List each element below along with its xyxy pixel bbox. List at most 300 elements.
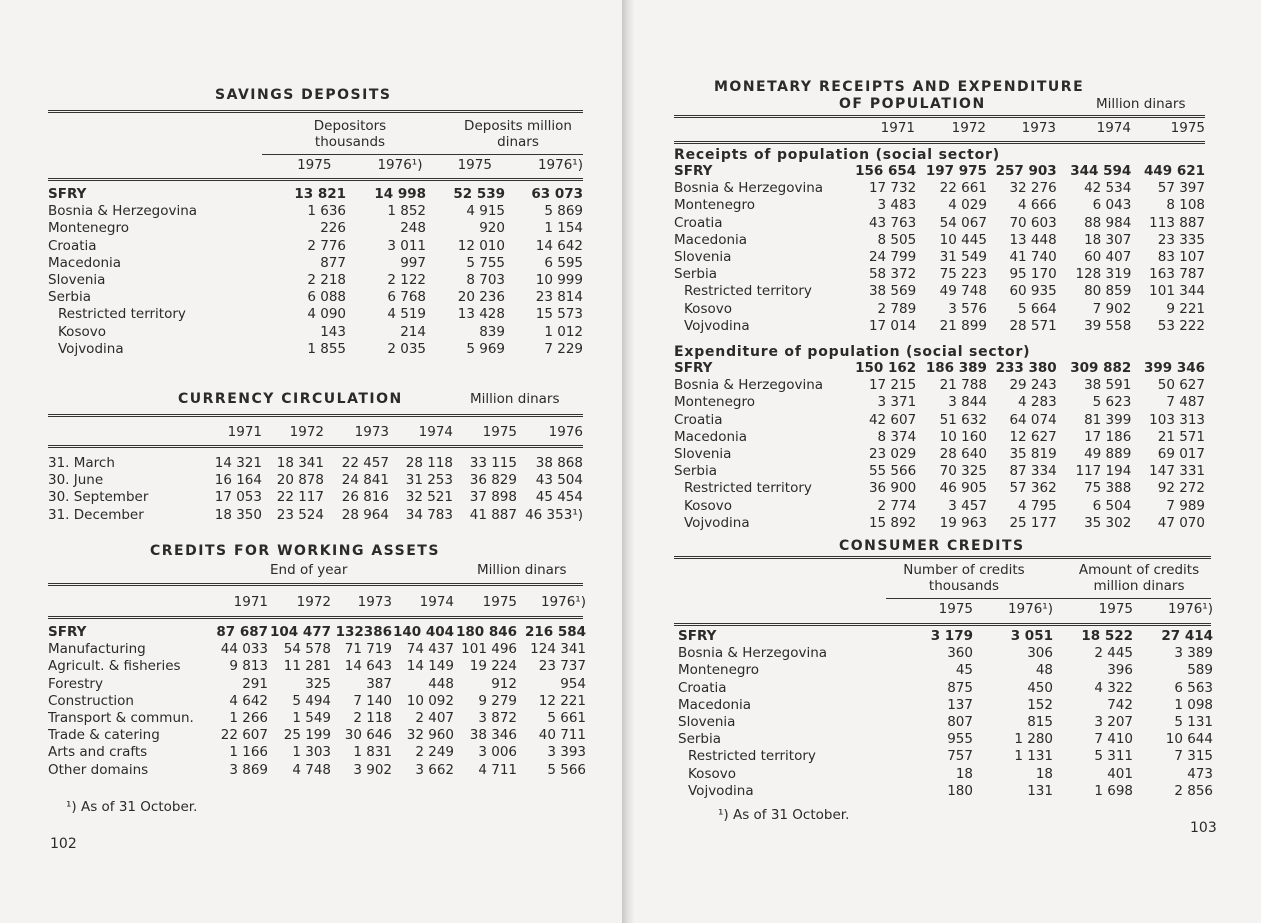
- cell-value: 8 505: [877, 231, 917, 248]
- cell-value: 28 640: [939, 446, 987, 463]
- cell-value: 143: [320, 323, 346, 340]
- credits-unit: Million dinars: [477, 562, 567, 578]
- cell-value: 14 321: [214, 455, 262, 471]
- table-row: [674, 377, 1205, 394]
- table-row: [48, 455, 583, 472]
- cell-value: 34 783: [405, 506, 453, 523]
- cell-value: 2 774: [877, 497, 917, 514]
- cell-value: 877: [320, 254, 346, 271]
- cell-value: 3 662: [415, 761, 454, 778]
- row-label: Restricted territory: [684, 283, 812, 300]
- cell-value: 742: [1107, 696, 1133, 713]
- cell-value: 186 389: [925, 360, 987, 376]
- table-row: [48, 676, 586, 693]
- cell-value: 757: [947, 748, 973, 765]
- row-label: Transport & commun.: [48, 710, 194, 727]
- row-label: 31. December: [48, 506, 144, 523]
- cell-value: 5 755: [466, 254, 505, 271]
- cell-value: 2 218: [307, 272, 346, 289]
- cell-value: 33 115: [469, 455, 517, 471]
- table-row: [674, 180, 1205, 197]
- cell-value: 55 566: [868, 463, 917, 480]
- cell-value: 5 969: [466, 340, 505, 357]
- cell-value: 49 748: [939, 283, 987, 300]
- cell-value: 10 160: [939, 428, 987, 445]
- table-row: [678, 662, 1213, 679]
- savings-year: 1975: [297, 157, 332, 173]
- credits-year: 1971: [233, 594, 268, 610]
- row-label: Kosovo: [688, 765, 736, 782]
- consumer-years-row: [886, 601, 1213, 618]
- row-label: Macedonia: [674, 428, 748, 445]
- cell-value: 3 576: [948, 300, 987, 317]
- cell-value: 180 846: [455, 624, 517, 640]
- credits-years-row: [212, 594, 586, 611]
- row-label: Montenegro: [674, 197, 756, 214]
- cell-value: 23 737: [538, 658, 586, 675]
- cell-value: 117 194: [1075, 463, 1132, 480]
- cell-value: 3 006: [478, 744, 517, 761]
- savings-year: 1976¹): [537, 157, 583, 173]
- table-row: [678, 766, 1213, 783]
- cell-value: 4 642: [229, 692, 268, 709]
- cell-value: 5 131: [1174, 714, 1213, 731]
- currency-years-row: [200, 424, 583, 441]
- row-label: Bosnia & Herzegovina: [678, 645, 828, 662]
- cell-value: 589: [1187, 662, 1213, 679]
- cell-value: 41 887: [469, 506, 517, 523]
- row-label: Serbia: [48, 289, 92, 306]
- savings-group-header-1: Depositors thousands: [313, 118, 387, 150]
- row-label: Bosnia & Herzegovina: [674, 377, 824, 394]
- cell-value: 42 607: [868, 411, 917, 428]
- cell-value: 92 272: [1157, 480, 1205, 497]
- cell-value: 3 844: [948, 394, 987, 411]
- cell-value: 87 687: [216, 624, 268, 640]
- row-label: Other domains: [48, 761, 149, 778]
- cell-value: 26 816: [341, 489, 389, 506]
- cell-value: 137: [947, 696, 973, 713]
- cell-value: 17 215: [868, 377, 917, 394]
- table-row: [674, 429, 1205, 446]
- cell-value: 473: [1187, 765, 1213, 782]
- cell-value: 45: [955, 662, 973, 679]
- row-label: Kosovo: [684, 300, 732, 317]
- cell-value: 10 644: [1165, 731, 1213, 748]
- cell-value: 132386: [335, 624, 392, 640]
- table-row: [674, 394, 1205, 411]
- cell-value: 1 012: [544, 323, 583, 340]
- row-label: Slovenia: [48, 272, 106, 289]
- cell-value: 2 118: [353, 710, 392, 727]
- cell-value: 7 229: [544, 340, 583, 357]
- monetary-year: 1974: [1096, 120, 1131, 136]
- cell-value: 10 445: [939, 231, 987, 248]
- cell-value: 214: [400, 323, 426, 340]
- cell-value: 8 374: [877, 428, 917, 445]
- monetary-unit: Million dinars: [1096, 96, 1186, 112]
- cell-value: 4 519: [387, 306, 426, 323]
- cell-value: 31 549: [939, 249, 987, 266]
- row-label: Serbia: [678, 731, 722, 748]
- currency-unit: Million dinars: [470, 391, 560, 407]
- cell-value: 6 504: [1092, 497, 1132, 514]
- row-label: Vojvodina: [58, 340, 124, 357]
- credits-year: 1975: [482, 594, 517, 610]
- cell-value: 3 869: [229, 761, 268, 778]
- row-label: Montenegro: [678, 662, 760, 679]
- row-label: Croatia: [674, 411, 723, 428]
- cell-value: 37 898: [469, 489, 517, 506]
- table-row: [48, 710, 586, 727]
- cell-value: 15 892: [868, 514, 917, 531]
- table-row: [674, 283, 1205, 300]
- receipts-heading: Receipts of population (social sector): [674, 147, 1000, 163]
- cell-value: 18 341: [276, 455, 324, 471]
- cell-value: 3 483: [877, 197, 917, 214]
- table-row: [48, 220, 583, 237]
- cell-value: 3 011: [387, 237, 426, 254]
- credits-top-rule: [48, 583, 583, 586]
- cell-value: 4 711: [478, 761, 517, 778]
- monetary-year: 1972: [951, 120, 986, 136]
- cell-value: 38 569: [868, 283, 917, 300]
- cell-value: 38 346: [469, 727, 517, 744]
- consumer-year: 1975: [938, 601, 973, 617]
- cell-value: 21 788: [939, 377, 987, 394]
- cell-value: 101 344: [1149, 283, 1205, 300]
- cell-value: 54 067: [939, 214, 987, 231]
- cell-value: 23 029: [868, 446, 917, 463]
- currency-table: [48, 455, 583, 524]
- cell-value: 38 868: [535, 455, 583, 471]
- cell-value: 80 859: [1084, 283, 1132, 300]
- cell-value: 22 117: [276, 489, 324, 506]
- cell-value: 51 632: [939, 411, 987, 428]
- cell-value: 180: [947, 782, 973, 799]
- cell-value: 25 177: [1009, 514, 1057, 531]
- table-row: [48, 641, 586, 658]
- cell-value: 87 334: [1009, 463, 1057, 480]
- currency-header-rule: [48, 445, 583, 448]
- credits-subtitle: End of year: [270, 562, 348, 578]
- table-row: [674, 318, 1205, 335]
- currency-year: 1975: [482, 424, 517, 440]
- left-page: [0, 0, 622, 923]
- cell-value: 1 698: [1094, 782, 1133, 799]
- cell-value: 52 539: [453, 186, 505, 202]
- savings-title: SAVINGS DEPOSITS: [215, 87, 392, 103]
- cell-value: 257 903: [995, 163, 1057, 179]
- cell-value: 101 496: [461, 641, 517, 658]
- consumer-year: 1975: [1098, 601, 1133, 617]
- cell-value: 75 223: [939, 266, 987, 283]
- table-row: [48, 324, 583, 341]
- cell-value: 15 573: [535, 306, 583, 323]
- savings-top-rule: [48, 110, 583, 113]
- cell-value: 3 457: [948, 497, 987, 514]
- consumer-group-header-2: Amount of credits million dinars: [1078, 562, 1200, 594]
- cell-value: 6 595: [544, 254, 583, 271]
- cell-value: 3 902: [353, 761, 392, 778]
- table-row: [674, 480, 1205, 497]
- table-row: [48, 727, 586, 744]
- cell-value: 7 902: [1092, 300, 1132, 317]
- cell-value: 5 623: [1092, 394, 1132, 411]
- cell-value: 25 199: [283, 727, 331, 744]
- currency-year: 1976: [548, 424, 583, 440]
- savings-header-rule: [48, 178, 583, 181]
- table-row: [48, 289, 583, 306]
- cell-value: 9 221: [1166, 300, 1205, 317]
- cell-value: 19 224: [469, 658, 517, 675]
- row-label: SFRY: [678, 628, 717, 644]
- cell-value: 32 521: [405, 489, 453, 506]
- table-row: [48, 186, 583, 203]
- cell-value: 7 140: [353, 692, 392, 709]
- cell-value: 22 661: [939, 180, 987, 197]
- cell-value: 32 960: [406, 727, 454, 744]
- row-label: 30. September: [48, 489, 149, 506]
- row-label: SFRY: [674, 163, 713, 179]
- cell-value: 7 487: [1166, 394, 1205, 411]
- cell-value: 81 399: [1084, 411, 1132, 428]
- cell-value: 920: [479, 220, 505, 237]
- cell-value: 156 654: [855, 163, 917, 179]
- cell-value: 32 276: [1009, 180, 1057, 197]
- cell-value: 815: [1027, 714, 1053, 731]
- cell-value: 226: [320, 220, 346, 237]
- cell-value: 12 010: [457, 237, 505, 254]
- cell-value: 4 029: [948, 197, 987, 214]
- cell-value: 2 445: [1094, 645, 1133, 662]
- cell-value: 17 014: [868, 317, 917, 334]
- cell-value: 40 711: [538, 727, 586, 744]
- cell-value: 1 266: [229, 710, 268, 727]
- cell-value: 2 249: [415, 744, 454, 761]
- row-label: Kosovo: [684, 497, 732, 514]
- table-row: [678, 714, 1213, 731]
- consumer-title: CONSUMER CREDITS: [839, 538, 1025, 554]
- page-number-left: 102: [50, 836, 77, 852]
- currency-title: CURRENCY CIRCULATION: [178, 391, 403, 407]
- cell-value: 23 814: [535, 289, 583, 306]
- row-label: Croatia: [48, 237, 97, 254]
- row-label: SFRY: [48, 624, 87, 640]
- row-label: Macedonia: [48, 254, 122, 271]
- cell-value: 140 404: [392, 624, 454, 640]
- cell-value: 4 666: [1018, 197, 1057, 214]
- cell-value: 44 033: [220, 641, 268, 658]
- cell-value: 11 281: [283, 658, 331, 675]
- cell-value: 1 831: [353, 744, 392, 761]
- credits-title: CREDITS FOR WORKING ASSETS: [150, 543, 440, 559]
- cell-value: 807: [947, 714, 973, 731]
- cell-value: 7 315: [1174, 748, 1213, 765]
- cell-value: 4 915: [466, 203, 505, 220]
- cell-value: 104 477: [269, 624, 331, 640]
- cell-value: 16 164: [214, 472, 262, 489]
- table-row: [678, 748, 1213, 765]
- cell-value: 12 627: [1009, 428, 1057, 445]
- savings-year: 1975: [457, 157, 492, 173]
- cell-value: 60 407: [1084, 249, 1132, 266]
- cell-value: 28 964: [341, 506, 389, 523]
- row-label: Restricted territory: [688, 748, 816, 765]
- row-label: Trade & catering: [48, 727, 160, 744]
- cell-value: 875: [947, 679, 973, 696]
- cell-value: 387: [366, 675, 392, 692]
- monetary-title-line2: OF POPULATION: [839, 96, 986, 112]
- savings-year: 1976¹): [377, 157, 423, 173]
- cell-value: 28 571: [1009, 317, 1057, 334]
- cell-value: 912: [491, 675, 517, 692]
- row-label: Arts and crafts: [48, 744, 148, 761]
- monetary-years-row: [856, 120, 1205, 137]
- table-row: [674, 360, 1205, 377]
- cell-value: 309 882: [1070, 360, 1132, 376]
- cell-value: 83 107: [1157, 249, 1205, 266]
- page-number-right: 103: [1190, 820, 1217, 836]
- cell-value: 197 975: [925, 163, 987, 179]
- consumer-group-header-1: Number of credits thousands: [903, 562, 1025, 594]
- book-gutter: [622, 0, 634, 923]
- cell-value: 10 999: [535, 272, 583, 289]
- cell-value: 450: [1027, 679, 1053, 696]
- table-row: [674, 163, 1205, 180]
- cell-value: 29 243: [1009, 377, 1057, 394]
- cell-value: 47 070: [1157, 514, 1205, 531]
- table-row: [674, 446, 1205, 463]
- cell-value: 46 353¹): [525, 506, 583, 523]
- cell-value: 448: [428, 675, 454, 692]
- row-label: Vojvodina: [684, 317, 750, 334]
- cell-value: 46 905: [939, 480, 987, 497]
- cell-value: 128 319: [1075, 266, 1132, 283]
- row-label: Forestry: [48, 675, 103, 692]
- cell-value: 1 166: [229, 744, 268, 761]
- consumer-sub-rule: [886, 598, 1211, 599]
- table-row: [48, 341, 583, 358]
- cell-value: 63 073: [531, 186, 583, 202]
- row-label: Restricted territory: [58, 306, 186, 323]
- table-row: [674, 266, 1205, 283]
- cell-value: 3 389: [1174, 645, 1213, 662]
- cell-value: 1 852: [387, 203, 426, 220]
- cell-value: 31 253: [405, 472, 453, 489]
- cell-value: 306: [1027, 645, 1053, 662]
- cell-value: 50 627: [1157, 377, 1205, 394]
- credits-year: 1972: [296, 594, 331, 610]
- cell-value: 3 371: [877, 394, 917, 411]
- cell-value: 35 302: [1084, 514, 1132, 531]
- cell-value: 17 186: [1084, 428, 1132, 445]
- credits-year: 1974: [419, 594, 454, 610]
- table-row: [48, 507, 583, 524]
- consumer-year: 1976¹): [1167, 601, 1213, 617]
- cell-value: 9 813: [229, 658, 268, 675]
- cell-value: 18 350: [214, 506, 262, 523]
- cell-value: 22 607: [220, 727, 268, 744]
- cell-value: 325: [305, 675, 331, 692]
- cell-value: 344 594: [1070, 163, 1132, 179]
- consumer-top-rule: [674, 556, 1211, 559]
- savings-group-header-2: Deposits million dinars: [464, 118, 572, 150]
- cell-value: 216 584: [524, 624, 586, 640]
- consumer-year: 1976¹): [1007, 601, 1053, 617]
- monetary-year: 1975: [1170, 120, 1205, 136]
- cell-value: 14 149: [406, 658, 454, 675]
- cell-value: 2 776: [307, 237, 346, 254]
- cell-value: 17 732: [868, 180, 917, 197]
- table-row: [48, 472, 583, 489]
- cell-value: 839: [479, 323, 505, 340]
- table-row: [678, 680, 1213, 697]
- cell-value: 22 457: [341, 455, 389, 471]
- cell-value: 3 872: [478, 710, 517, 727]
- table-row: [48, 238, 583, 255]
- cell-value: 3 051: [1010, 628, 1053, 644]
- cell-value: 5 494: [292, 692, 331, 709]
- cell-value: 53 222: [1157, 317, 1205, 334]
- cell-value: 21 571: [1157, 428, 1205, 445]
- table-row: [674, 498, 1205, 515]
- table-row: [678, 731, 1213, 748]
- table-row: [674, 197, 1205, 214]
- cell-value: 5 661: [547, 710, 586, 727]
- cell-value: 449 621: [1143, 163, 1205, 179]
- cell-value: 1 636: [307, 203, 346, 220]
- cell-value: 43 504: [535, 472, 583, 489]
- cell-value: 6 563: [1174, 679, 1213, 696]
- cell-value: 6 043: [1092, 197, 1132, 214]
- cell-value: 997: [400, 254, 426, 271]
- cell-value: 9 279: [478, 692, 517, 709]
- cell-value: 24 841: [341, 472, 389, 489]
- cell-value: 14 998: [374, 186, 426, 202]
- table-row: [674, 515, 1205, 532]
- cell-value: 36 829: [469, 472, 517, 489]
- currency-year: 1971: [227, 424, 262, 440]
- credits-table: [48, 624, 586, 779]
- cell-value: 131: [1027, 782, 1053, 799]
- row-label: Croatia: [674, 214, 723, 231]
- cell-value: 20 236: [457, 289, 505, 306]
- cell-value: 28 118: [405, 455, 453, 471]
- monetary-year: 1973: [1021, 120, 1056, 136]
- cell-value: 954: [560, 675, 586, 692]
- cell-value: 13 821: [294, 186, 346, 202]
- cell-value: 1 131: [1014, 748, 1053, 765]
- row-label: Slovenia: [674, 249, 732, 266]
- cell-value: 1 855: [307, 340, 346, 357]
- cell-value: 23 524: [276, 506, 324, 523]
- cell-value: 2 035: [387, 340, 426, 357]
- consumer-table: [678, 628, 1213, 800]
- savings-years-row: [262, 157, 583, 174]
- cell-value: 4 748: [292, 761, 331, 778]
- table-row: [48, 624, 586, 641]
- cell-value: 30 646: [344, 727, 392, 744]
- cell-value: 7 989: [1166, 497, 1205, 514]
- cell-value: 74 437: [406, 641, 454, 658]
- cell-value: 5 311: [1094, 748, 1133, 765]
- cell-value: 12 221: [538, 692, 586, 709]
- cell-value: 4 090: [307, 306, 346, 323]
- cell-value: 17 053: [214, 489, 262, 506]
- cell-value: 1 549: [292, 710, 331, 727]
- cell-value: 163 787: [1149, 266, 1205, 283]
